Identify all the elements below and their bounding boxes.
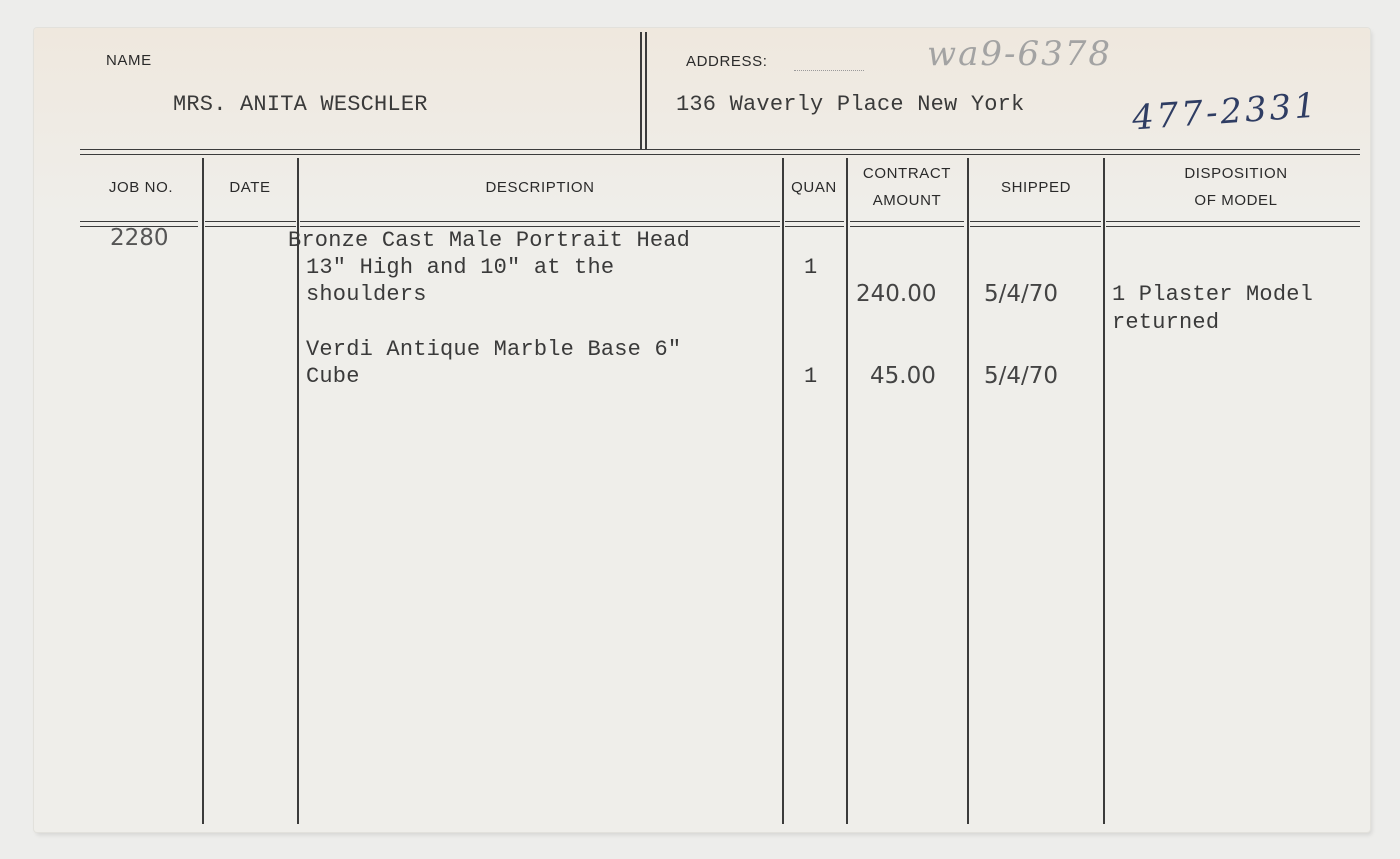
header-rule-shipped — [970, 221, 1101, 227]
header-rule-disposition — [1106, 221, 1360, 227]
row1-contract-amount: 240.00 — [856, 281, 937, 307]
header-amount: AMOUNT — [872, 192, 942, 209]
old-phone-handwritten: wa9-6378 — [927, 34, 1113, 74]
header-rule-quan — [785, 221, 844, 227]
column-rule-quan — [782, 158, 784, 824]
address-value: 136 Waverly Place New York — [676, 92, 1025, 117]
header-contract: CONTRACT — [862, 165, 952, 182]
column-rule-description — [297, 158, 299, 824]
row1-quan: 1 — [804, 255, 818, 280]
phone-handwritten: 477-2331 — [1130, 85, 1321, 139]
header-quan: QUAN — [791, 179, 837, 196]
header-shipped: SHIPPED — [1000, 179, 1072, 196]
header-date: DATE — [229, 179, 271, 196]
column-rule-contract — [846, 158, 848, 824]
header-rule-date — [205, 221, 296, 227]
row1-shipped: 5/4/70 — [984, 281, 1059, 307]
header-rule-contract — [850, 221, 964, 227]
column-rule-disposition — [1103, 158, 1105, 824]
name-address-divider-2 — [645, 32, 647, 150]
name-label: NAME — [106, 52, 152, 69]
header-of-model: OF MODEL — [1194, 192, 1278, 209]
row1-disposition-line2: returned — [1112, 310, 1220, 335]
row2-contract-amount: 45.00 — [870, 363, 936, 389]
row2-shipped: 5/4/70 — [984, 363, 1059, 389]
row2-quan: 1 — [804, 364, 818, 389]
header-disposition: DISPOSITION — [1184, 165, 1288, 182]
top-double-rule — [80, 149, 1360, 155]
row1-description-line2: 13" High and 10" at the — [306, 255, 615, 280]
row1-disposition-line1: 1 Plaster Model — [1112, 282, 1314, 307]
name-value: MRS. ANITA WESCHLER — [173, 92, 428, 117]
header-job-no: JOB NO. — [108, 179, 174, 196]
row1-description-line1: Bronze Cast Male Portrait Head — [288, 228, 691, 253]
address-underline — [794, 70, 864, 71]
row2-description-line2: Cube — [306, 364, 360, 389]
job-number: 2280 — [110, 225, 169, 251]
record-card — [34, 28, 1370, 832]
column-rule-date — [202, 158, 204, 824]
column-rule-shipped — [967, 158, 969, 824]
header-rule-description — [300, 221, 780, 227]
row2-description-line1: Verdi Antique Marble Base 6" — [306, 337, 682, 362]
name-address-divider — [640, 32, 642, 150]
row1-description-line3: shoulders — [306, 282, 427, 307]
header-description: DESCRIPTION — [485, 179, 595, 196]
address-label: ADDRESS: — [686, 53, 768, 70]
